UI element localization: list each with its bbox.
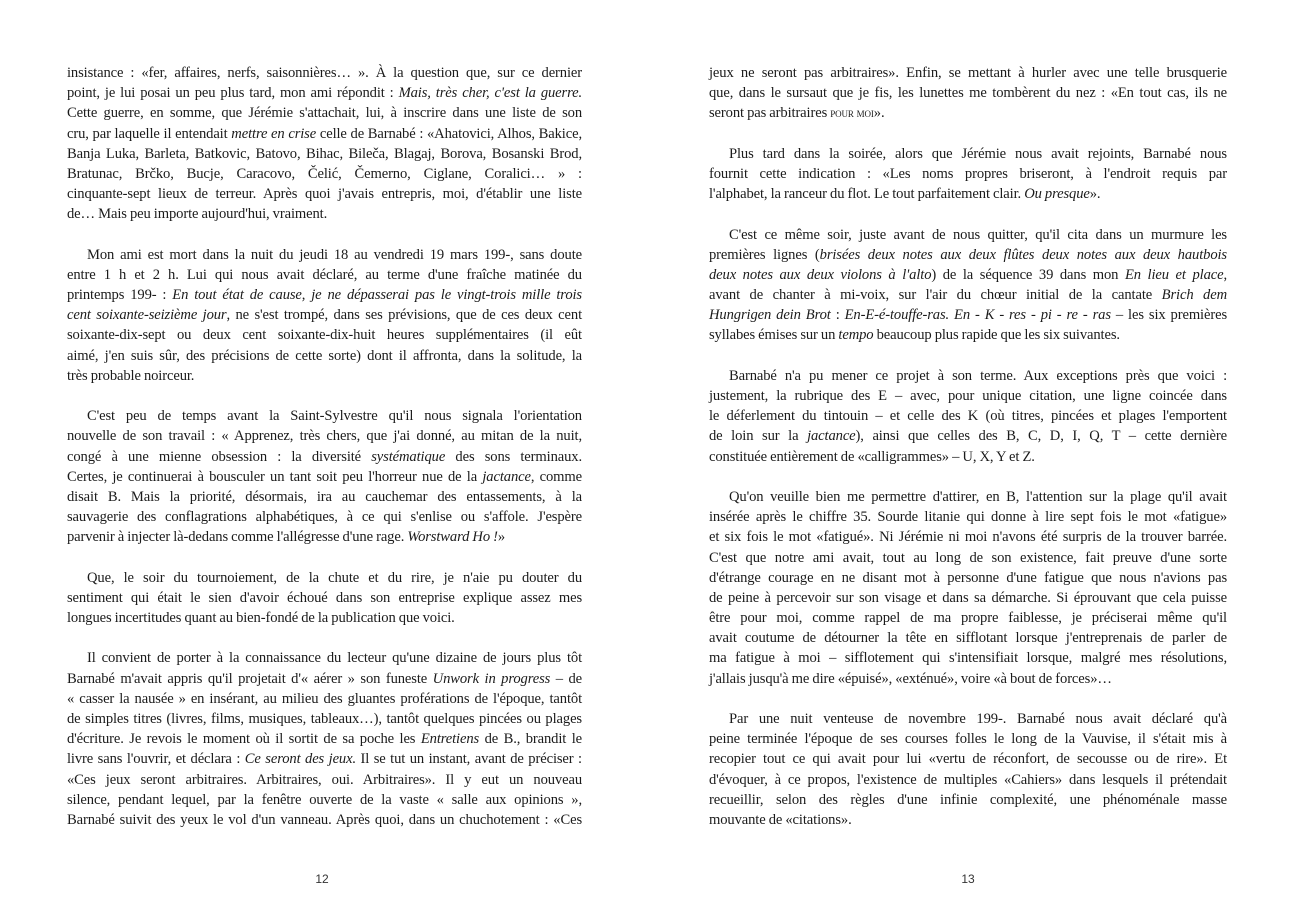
text-run: Que, le soir du tournoiement, de la chute et du rire, je n'aie pu douter du — [87, 569, 582, 586]
text-run: ), ainsi que celles des B, C, D, I, Q, T – cette dernière — [855, 428, 1227, 445]
text-line — [709, 790, 1227, 810]
paragraph — [67, 648, 582, 830]
text-run: silence, pendant lequel, par la fenêtre ouverte de la vaste « salle aux opinions », — [67, 791, 582, 808]
italic-text: En-E-é-touffe-ras. En - K - res - pi - re - ras — [844, 307, 1111, 324]
text-run: entre 1 h et 2 h. Lui qui nous avait déclaré, au terme d'une fraîche matinée du — [67, 266, 582, 283]
italic-text: Ou presque — [1024, 186, 1090, 203]
text-run: être pour moi, comme rappel de ma propre faiblesse, je préciserai même qu'il — [709, 610, 1227, 627]
text-run: et six fois le mot «fatigué». Ni Jérémie ni moi n'avons été surpris de la trouver barrée. — [709, 529, 1227, 546]
text-run: , — [1223, 266, 1227, 283]
text-run: beaucoup plus rapide que les six suivantes. — [873, 327, 1120, 344]
text-run: d'écriture. Je revois le moment où il sortit de sa poche les — [67, 731, 421, 748]
italic-text: Ce seront des jeux. — [244, 751, 356, 768]
text-line — [709, 406, 1227, 426]
paragraph — [709, 63, 1227, 124]
text-line — [67, 204, 582, 224]
text-line — [709, 184, 1227, 204]
text-line — [67, 83, 582, 103]
text-line — [67, 184, 582, 204]
text-line — [67, 527, 582, 547]
text-line — [709, 366, 1227, 386]
italic-text: En tout état de cause, je ne dépasserai pas le vingt-trois mille trois — [172, 287, 582, 304]
text-line — [67, 447, 582, 467]
text-run: C'est peu de temps avant la Saint-Sylvestre qu'il nous signala l'orientation — [87, 408, 582, 425]
italic-text: En lieu et place — [1124, 266, 1224, 283]
text-line — [709, 245, 1227, 265]
text-run: cru, par laquelle il entendait — [67, 125, 232, 142]
italic-text: deux notes aux deux violons à l'alto — [709, 266, 932, 283]
italic-text: Entretiens — [420, 731, 480, 748]
text-line — [67, 265, 582, 285]
text-run: longues incertitudes quant au bien-fondé de la publication que voici. — [67, 610, 455, 627]
text-line — [709, 648, 1227, 668]
text-run: d'évoquer, à ce propos, l'existence de multiples «Cahiers» dans lesquels il prétendait — [709, 771, 1227, 788]
text-run: point, je lui posai un peu plus tard, mon ami répondit : — [67, 85, 399, 102]
text-line — [709, 386, 1227, 406]
text-run: avant de chanter à mi-voix, sur l'air du chœur initial de la cantate — [709, 287, 1162, 304]
text-line — [67, 63, 582, 83]
text-run: de peine à percevoir sur son visage et dans sa démarche. Si éprouvant que cela puisse — [709, 589, 1227, 606]
text-run: cinquante-sept lieux de terreur. Après quoi j'avais entrepris, moi, d'établir une liste — [67, 186, 582, 203]
italic-text: jactance — [807, 428, 856, 445]
paragraph — [67, 406, 582, 547]
text-run: Il convient de porter à la connaissance du lecteur qu'une dizaine de jours plus tôt — [87, 650, 582, 667]
text-line — [67, 790, 582, 810]
text-line — [67, 325, 582, 345]
text-line — [709, 164, 1227, 184]
italic-text: Mais, très cher, c'est la guerre. — [398, 85, 582, 102]
text-run: recueillir, selon des règles d'une infinie complexité, une phénoménale masse — [709, 791, 1227, 808]
text-run: Qu'on veuille bien me permettre d'attirer, en B, l'attention sur la plage qu'il avait — [729, 488, 1227, 505]
text-line — [67, 124, 582, 144]
italic-text: Brich dem — [1161, 287, 1227, 304]
text-run: Barnabé n'a pu mener ce projet à son terme. Aux exceptions près que voici : — [729, 367, 1227, 384]
text-line — [67, 346, 582, 366]
italic-text: tempo — [838, 327, 874, 344]
text-line — [67, 467, 582, 487]
text-run: « casser la nausée » en insérant, au milieu des gluantes proférations de l'époque, tantôt — [67, 690, 582, 707]
text-run: disait B. Mais la priorité, désormais, ira au cauchemar des entassements, à la — [67, 488, 582, 505]
italic-text: jactance — [482, 468, 531, 485]
text-run: printemps 199- : — [67, 287, 173, 304]
text-run: » — [497, 529, 506, 546]
text-run: Banja Luka, Barleta, Batkovic, Batovo, Bihac, Bileča, Blagaj, Borova, Bosanski Brod, — [67, 145, 582, 162]
text-run: Mon ami est mort dans la nuit du jeudi 18 au vendredi 19 mars 199-, sans doute — [87, 246, 582, 263]
text-line — [709, 447, 1227, 467]
text-run: peine terminée l'époque de ses courses folles le long de la Vauvise, il s'était mis à — [709, 731, 1227, 748]
text-run: avait coutume de détourner la tête en sifflotant lorsque j'entreprenais de parler de — [709, 630, 1227, 647]
text-line — [67, 689, 582, 709]
text-run: de loin sur la — [709, 428, 808, 445]
text-line — [709, 770, 1227, 790]
page-number-left: 12 — [315, 872, 329, 886]
text-run: livre sans l'ouvrir, et déclara : — [67, 751, 245, 768]
text-line — [67, 810, 582, 830]
italic-text: Worstward Ho ! — [407, 529, 498, 546]
text-line — [709, 265, 1227, 285]
text-run: C'est ce même soir, juste avant de nous quitter, qu'il cita dans un murmure les — [729, 226, 1227, 243]
text-line — [709, 729, 1227, 749]
text-run: ) de la séquence 39 dans mon — [931, 266, 1125, 283]
text-run: Bratunac, Brčko, Bucje, Caracovo, Čelić, Čemerno, Ciglane, Coralici… » : — [67, 165, 582, 182]
text-line — [709, 103, 1227, 123]
text-run: des sons terminaux. — [445, 448, 582, 465]
text-run: que, dans le sursaut que je fis, les lunettes me tombèrent du nez : «En tout cas, ils ne — [709, 85, 1227, 102]
text-line — [67, 305, 582, 325]
text-run: Cette guerre, en somme, que Jérémie s'attachait, lui, à inscrire dans une liste de son — [67, 105, 582, 122]
text-run: jeux ne seront pas arbitraires». Enfin, se mettant à hurler avec une telle brusquerie — [709, 65, 1227, 81]
text-line — [709, 669, 1227, 689]
text-line — [709, 285, 1227, 305]
text-run: Par une nuit venteuse de novembre 199-. Barnabé nous avait déclaré qu'à — [729, 711, 1227, 727]
text-run: – de — [550, 670, 582, 687]
text-line — [709, 305, 1227, 325]
text-line — [67, 507, 582, 527]
text-line — [67, 709, 582, 729]
text-run: parvenir à injecter là-dedans comme l'allégresse d'une rage. — [67, 529, 408, 546]
text-run: insistance : «fer, affaires, nerfs, saisonnières… ». À la question que, sur ce dernier — [67, 65, 582, 81]
text-line — [67, 669, 582, 689]
text-line — [67, 245, 582, 265]
left-page-body — [67, 63, 582, 850]
text-line — [709, 527, 1227, 547]
text-line — [709, 83, 1227, 103]
text-run: sentiment qui était le sien d'avoir échoué dans son entreprise explique assez mes — [67, 589, 582, 606]
text-line — [709, 225, 1227, 245]
paragraph — [67, 245, 582, 386]
text-line — [67, 608, 582, 628]
text-run: Il se tut un instant, avant de préciser : — [356, 751, 582, 768]
text-run: de B., brandit le — [479, 731, 582, 748]
text-run: justement, la rubrique des E – avec, pour unique citation, une ligne coincée dans — [709, 388, 1227, 404]
text-run: l'alphabet, la ranceur du flot. Le tout parfaitement clair. — [709, 186, 1025, 203]
text-line — [67, 568, 582, 588]
text-line — [67, 103, 582, 123]
text-line — [67, 144, 582, 164]
text-run: , comme — [530, 468, 582, 485]
text-line — [709, 507, 1227, 527]
text-line — [709, 63, 1227, 83]
text-line — [709, 568, 1227, 588]
text-line — [709, 144, 1227, 164]
text-run: d'étrange courage en ne disant mot à personne d'une fatigue que nous n'avions pas — [709, 569, 1227, 586]
text-line — [67, 285, 582, 305]
paragraph — [709, 225, 1227, 346]
text-line — [709, 709, 1227, 729]
italic-text: cent soixante-seizième jour — [67, 307, 227, 324]
italic-text: brisées deux notes aux deux flûtes deux notes aux deux hautbois — [819, 246, 1227, 263]
text-run: mouvante de «citations». — [709, 811, 852, 828]
text-run: de simples titres (livres, films, musiques, tableaux…), tantôt quelques pincées ou plages — [67, 711, 582, 727]
text-run: sauvagerie des conflagrations alphabétiques, à ce qui s'enlise ou s'affole. J'espère — [67, 509, 582, 526]
text-line — [67, 648, 582, 668]
text-run: ». — [1089, 186, 1101, 203]
text-run: de… Mais peu importe aujourd'hui, vraiment. — [67, 206, 328, 223]
text-line — [67, 588, 582, 608]
paragraph — [709, 709, 1227, 830]
text-run: congé à une mienne obsession : la diversité — [67, 448, 372, 465]
text-run: j'allais jusqu'à me dire «épuisé», «exténué», voire «à bout de forces»… — [709, 670, 1112, 687]
text-run: Plus tard dans la soirée, alors que Jérémie nous avait rejoints, Barnabé nous — [729, 145, 1227, 162]
text-line — [67, 366, 582, 386]
text-run: soixante-dix-sept ou deux cent soixante-dix-huit heures supplémentaires (il eût — [67, 327, 582, 344]
small-caps-text: pour moi — [830, 105, 874, 121]
text-run: insérée après le chiffre 35. Sourde litanie qui donne à lire sept fois le mot «fatigue» — [709, 509, 1227, 526]
text-line — [709, 548, 1227, 568]
right-page-body — [709, 63, 1227, 850]
text-run: constituée entièrement de «calligrammes» – U, X, Y et Z. — [709, 448, 1035, 465]
paragraph — [67, 63, 582, 225]
text-run: aimé, j'en suis sûr, des précisions de cette sorte) dont il affronta, dans la solitude, la — [67, 347, 582, 364]
text-line — [67, 729, 582, 749]
paragraph — [709, 487, 1227, 689]
paragraph — [67, 568, 582, 629]
page-number-right: 13 — [961, 872, 975, 886]
text-line — [709, 628, 1227, 648]
text-line — [709, 426, 1227, 446]
text-run: «Ces jeux seront arbitraires. Arbitraires, oui. Arbitraires». Il y eut un nouveau — [67, 771, 582, 788]
text-run: fournit cette indication : «Les noms propres briseront, à l'endroit requis par — [709, 165, 1227, 182]
text-line — [67, 749, 582, 769]
text-run: Barnabé suivit des yeux le vol d'un vanneau. Après quoi, dans un chuchotement : «Ces — [67, 811, 582, 828]
italic-text: systématique — [371, 448, 446, 465]
text-line — [709, 608, 1227, 628]
text-run: – les six premières — [1110, 307, 1228, 324]
text-run: le déferlement du tintouin – et celle des K (où titres, pincées et plages l'emportent — [709, 408, 1227, 425]
text-run: : — [830, 307, 845, 324]
text-line — [709, 325, 1227, 345]
text-run: Barnabé m'avait appris qu'il projetait d'« aérer » son funeste — [67, 670, 433, 687]
text-run: très probable noirceur. — [67, 367, 195, 384]
text-line — [67, 487, 582, 507]
text-line — [67, 164, 582, 184]
text-line — [709, 487, 1227, 507]
text-line — [709, 810, 1227, 830]
text-line — [67, 770, 582, 790]
text-run: premières lignes ( — [709, 246, 820, 263]
text-run: ». — [873, 105, 885, 122]
text-line — [67, 426, 582, 446]
text-run: Certes, je continuerai à bousculer un tant soit peu l'horreur nue de la — [67, 468, 483, 485]
text-line — [709, 588, 1227, 608]
text-run: nouvelle de son travail : « Apprenez, très chers, que j'ai donné, au mitan de la nuit, — [67, 428, 582, 445]
text-line — [67, 406, 582, 426]
text-line — [709, 749, 1227, 769]
text-run: C'est que notre ami avait, tout au long de son existence, fait preuve d'une sorte — [709, 549, 1227, 566]
italic-text: Unwork in progress — [432, 670, 551, 687]
text-run: seront pas arbitraires — [709, 105, 831, 122]
text-run: celle de Barnabé : «Ahatovici, Alhos, Bakice, — [316, 125, 582, 142]
text-run: , ne s'est trompé, dans ses prévisions, que de ces deux cent — [226, 307, 583, 324]
text-run: ma fatigue à moi – sifflotement qui s'intensifiait lorsque, malgré mes résolutions, — [709, 650, 1227, 667]
paragraph — [709, 144, 1227, 205]
paragraph — [709, 366, 1227, 467]
text-run: syllabes émises sur un — [709, 327, 839, 344]
italic-text: Hungrigen dein Brot — [709, 307, 831, 324]
italic-text: mettre en crise — [231, 125, 317, 142]
text-run: recopier tout ce qui avait pour lui «vertu de réconfort, de secousse ou de rire». Et — [709, 751, 1227, 768]
